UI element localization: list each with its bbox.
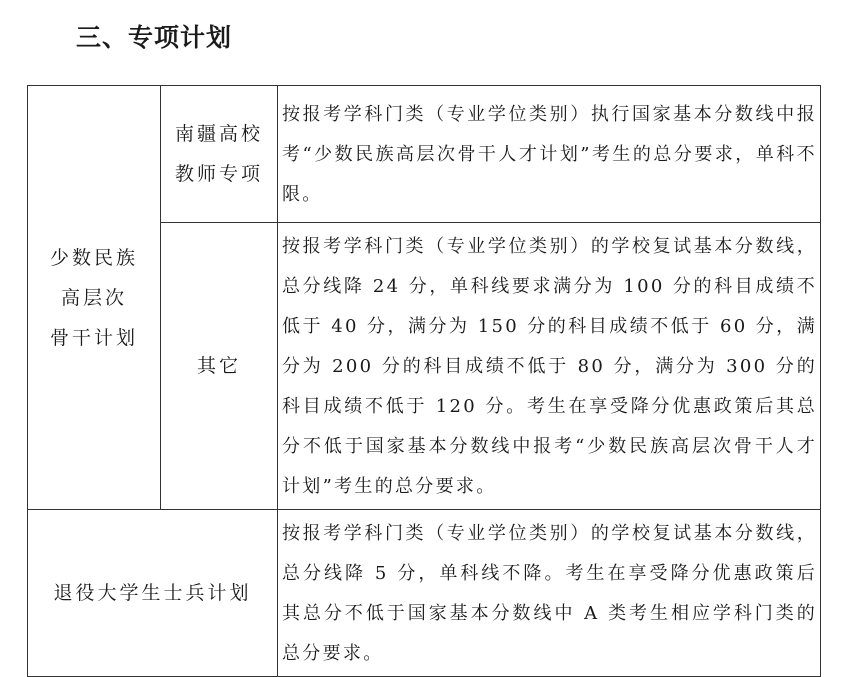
category-line: 骨干计划 — [49, 326, 138, 349]
subcategory-other-cell — [161, 223, 278, 510]
table-row-southern-xinjiang — [28, 86, 821, 223]
category-label: 退役大学生士兵计划 — [53, 582, 252, 604]
category-veteran-plan-cell — [28, 510, 278, 677]
special-plan-table — [27, 85, 821, 677]
subcategory-line: 其它 — [196, 355, 241, 377]
subcategory-line: 南疆高校 — [174, 123, 263, 145]
requirement-cell: 按报考学科门类（专业学位类别）的学校复试基本分数线，总分线降 5 分，单科线不降。考生在享受降分优惠政策后其总分不低于国家基本分数线中 A 类考生相应学科门类的总分要求。 — [278, 510, 821, 677]
category-line: 高层次 — [60, 286, 127, 309]
category-minority-plan-cell — [28, 86, 161, 510]
section-heading: 三、专项计划 — [76, 23, 233, 52]
subcategory-line: 教师专项 — [174, 163, 263, 185]
requirement-cell: 按报考学科门类（专业学位类别）执行国家基本分数线中报考“少数民族高层次骨干人才计划”考生的总分要求，单科不限。 — [278, 86, 821, 223]
table-row-veteran-plan — [28, 510, 821, 677]
subcategory-southern-xinjiang-cell — [161, 86, 278, 223]
category-line: 少数民族 — [49, 246, 138, 269]
requirement-cell: 按报考学科门类（专业学位类别）的学校复试基本分数线，总分线降 24 分，单科线要求满分为 100 分的科目成绩不低于 40 分，满分为 150 分的科目成绩不低于 60 分，满分为 200 分的科目成绩不低于 80 分，满分为 300 分的科目成绩不低于 120 分。考生在享受降分优惠政策后其总分不低于国家基本分数线中报考“少数民族高层次骨干人才计划”考生的总分要求。 — [278, 223, 821, 510]
